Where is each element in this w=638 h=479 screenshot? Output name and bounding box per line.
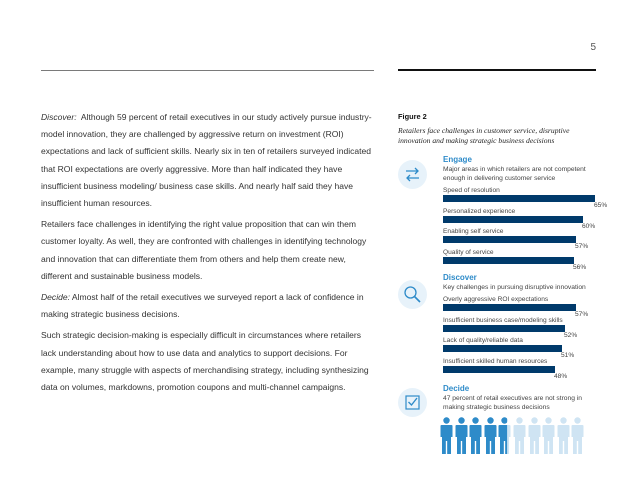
bar-label: Quality of service — [443, 248, 494, 256]
bar — [443, 195, 595, 202]
body-text — [41, 109, 378, 400]
bar-label: Insufficient skilled human resources — [443, 357, 548, 365]
engage-chart — [443, 187, 608, 271]
arrows-exchange-icon — [398, 160, 427, 189]
bar-row — [443, 208, 595, 229]
bar-value-label: 57% — [575, 311, 589, 318]
decide-title: Decide — [443, 384, 470, 393]
bar-label: Overly aggressive ROI expectations — [443, 296, 549, 303]
people-graphic — [440, 417, 600, 455]
paragraph-text: Such strategic decision-making is especially difficult in circumstances where retailers lack understanding about how to use data and analytics to support decisions. For example, many struggle with aspects of merchandising strategy, including synthesizing data on volumes, markdowns, promotion coupons and multi-channel campaigns. — [41, 330, 369, 393]
person-icon — [455, 417, 468, 455]
person-icon — [440, 417, 453, 455]
bar-row — [443, 296, 595, 317]
page-number: 5 — [590, 42, 596, 53]
bar — [443, 216, 583, 223]
person-icon — [498, 417, 511, 455]
bar-value-label: 57% — [575, 243, 589, 250]
bar — [443, 345, 562, 352]
paragraph-text: Although 59 percent of retail executives in our study actively pursue industry-model innovation, they are challenged by aggressive return on investment (ROI) expectations and lack of sufficient skills. Nearly six in ten of retailers surveyed indicated that ROI expectations are overly aggressive. More than half indicated they have insufficient business modeling/ business case skills. And nearly half said they have insufficient human resources. — [41, 112, 372, 209]
bar-value-label: 48% — [554, 372, 568, 380]
bar — [443, 236, 576, 243]
engage-section — [398, 155, 608, 271]
bar — [443, 257, 574, 264]
paragraph-text: Retailers face challenges in identifying the right value proposition that can win them customer loyalty. As well, they are confronted with challenges in identifying technology and innovation that can differentiate them from others and help them create new, different and sustainable business models. — [41, 219, 367, 281]
checkbox-icon — [398, 388, 427, 417]
bar-track — [443, 325, 595, 332]
person-icon — [513, 417, 526, 455]
discover-subtitle: Key challenges in pursuing disruptive innovation — [443, 284, 586, 291]
magnifier-icon — [398, 280, 427, 309]
bar-track — [443, 195, 595, 202]
engage-subtitle: Major areas in which retailers are not competent enough in delivering customer service — [443, 166, 586, 182]
paragraph-data-analytics — [41, 327, 378, 396]
bar — [443, 304, 576, 311]
bar-label: Insufficient business case/modeling skills — [443, 316, 563, 324]
person-icon — [528, 417, 541, 455]
paragraph-decide — [41, 289, 378, 323]
bar-label: Personalized experience — [443, 207, 516, 215]
bar-value-label: 52% — [564, 331, 578, 339]
left-rule — [41, 70, 374, 71]
discover-section — [398, 273, 598, 383]
bar — [443, 366, 555, 373]
bar-row — [443, 249, 595, 270]
bar-track — [443, 366, 595, 373]
bar-value-label: 65% — [594, 202, 608, 209]
bar-label: Lack of quality/reliable data — [443, 337, 523, 344]
person-icon — [484, 417, 497, 455]
bar-track — [443, 236, 595, 243]
bar-row — [443, 337, 595, 358]
engage-title: Engage — [443, 155, 472, 164]
bar-row — [443, 317, 595, 338]
right-rule — [398, 69, 596, 71]
paragraph-lead: Decide: — [41, 292, 70, 303]
bar — [443, 325, 565, 332]
bar-track — [443, 345, 595, 352]
figure-label: Figure 2 — [398, 112, 427, 121]
discover-chart — [443, 296, 595, 378]
person-icon — [469, 417, 482, 455]
paragraph-discover — [41, 109, 378, 212]
bar-track — [443, 216, 595, 223]
paragraph-lead: Discover: — [41, 112, 77, 122]
figure-header — [398, 112, 598, 145]
bar-row — [443, 228, 595, 249]
person-icon — [571, 417, 584, 455]
bar-track — [443, 257, 595, 264]
figure-caption: Retailers face challenges in customer service, disruptive innovation and making strategic business decisions — [398, 126, 570, 145]
bar-value-label: 56% — [573, 263, 587, 271]
bar-row — [443, 187, 608, 209]
paragraph-text: Almost half of the retail executives we surveyed report a lack of confidence in making strategic business decisions. — [41, 292, 364, 320]
bar-row — [443, 358, 595, 379]
decide-text: 47 percent of retail executives are not strong in making strategic business decisions — [443, 395, 583, 411]
discover-title: Discover — [443, 273, 477, 282]
paragraph-challenges — [41, 216, 378, 285]
bar-value-label: 51% — [561, 352, 575, 359]
person-icon — [542, 417, 555, 455]
bar-value-label: 60% — [582, 222, 596, 230]
bar-track — [443, 304, 595, 311]
bar-label: Enabling self service — [443, 228, 504, 235]
bar-label: Speed of resolution — [443, 187, 500, 194]
person-icon — [557, 417, 570, 455]
